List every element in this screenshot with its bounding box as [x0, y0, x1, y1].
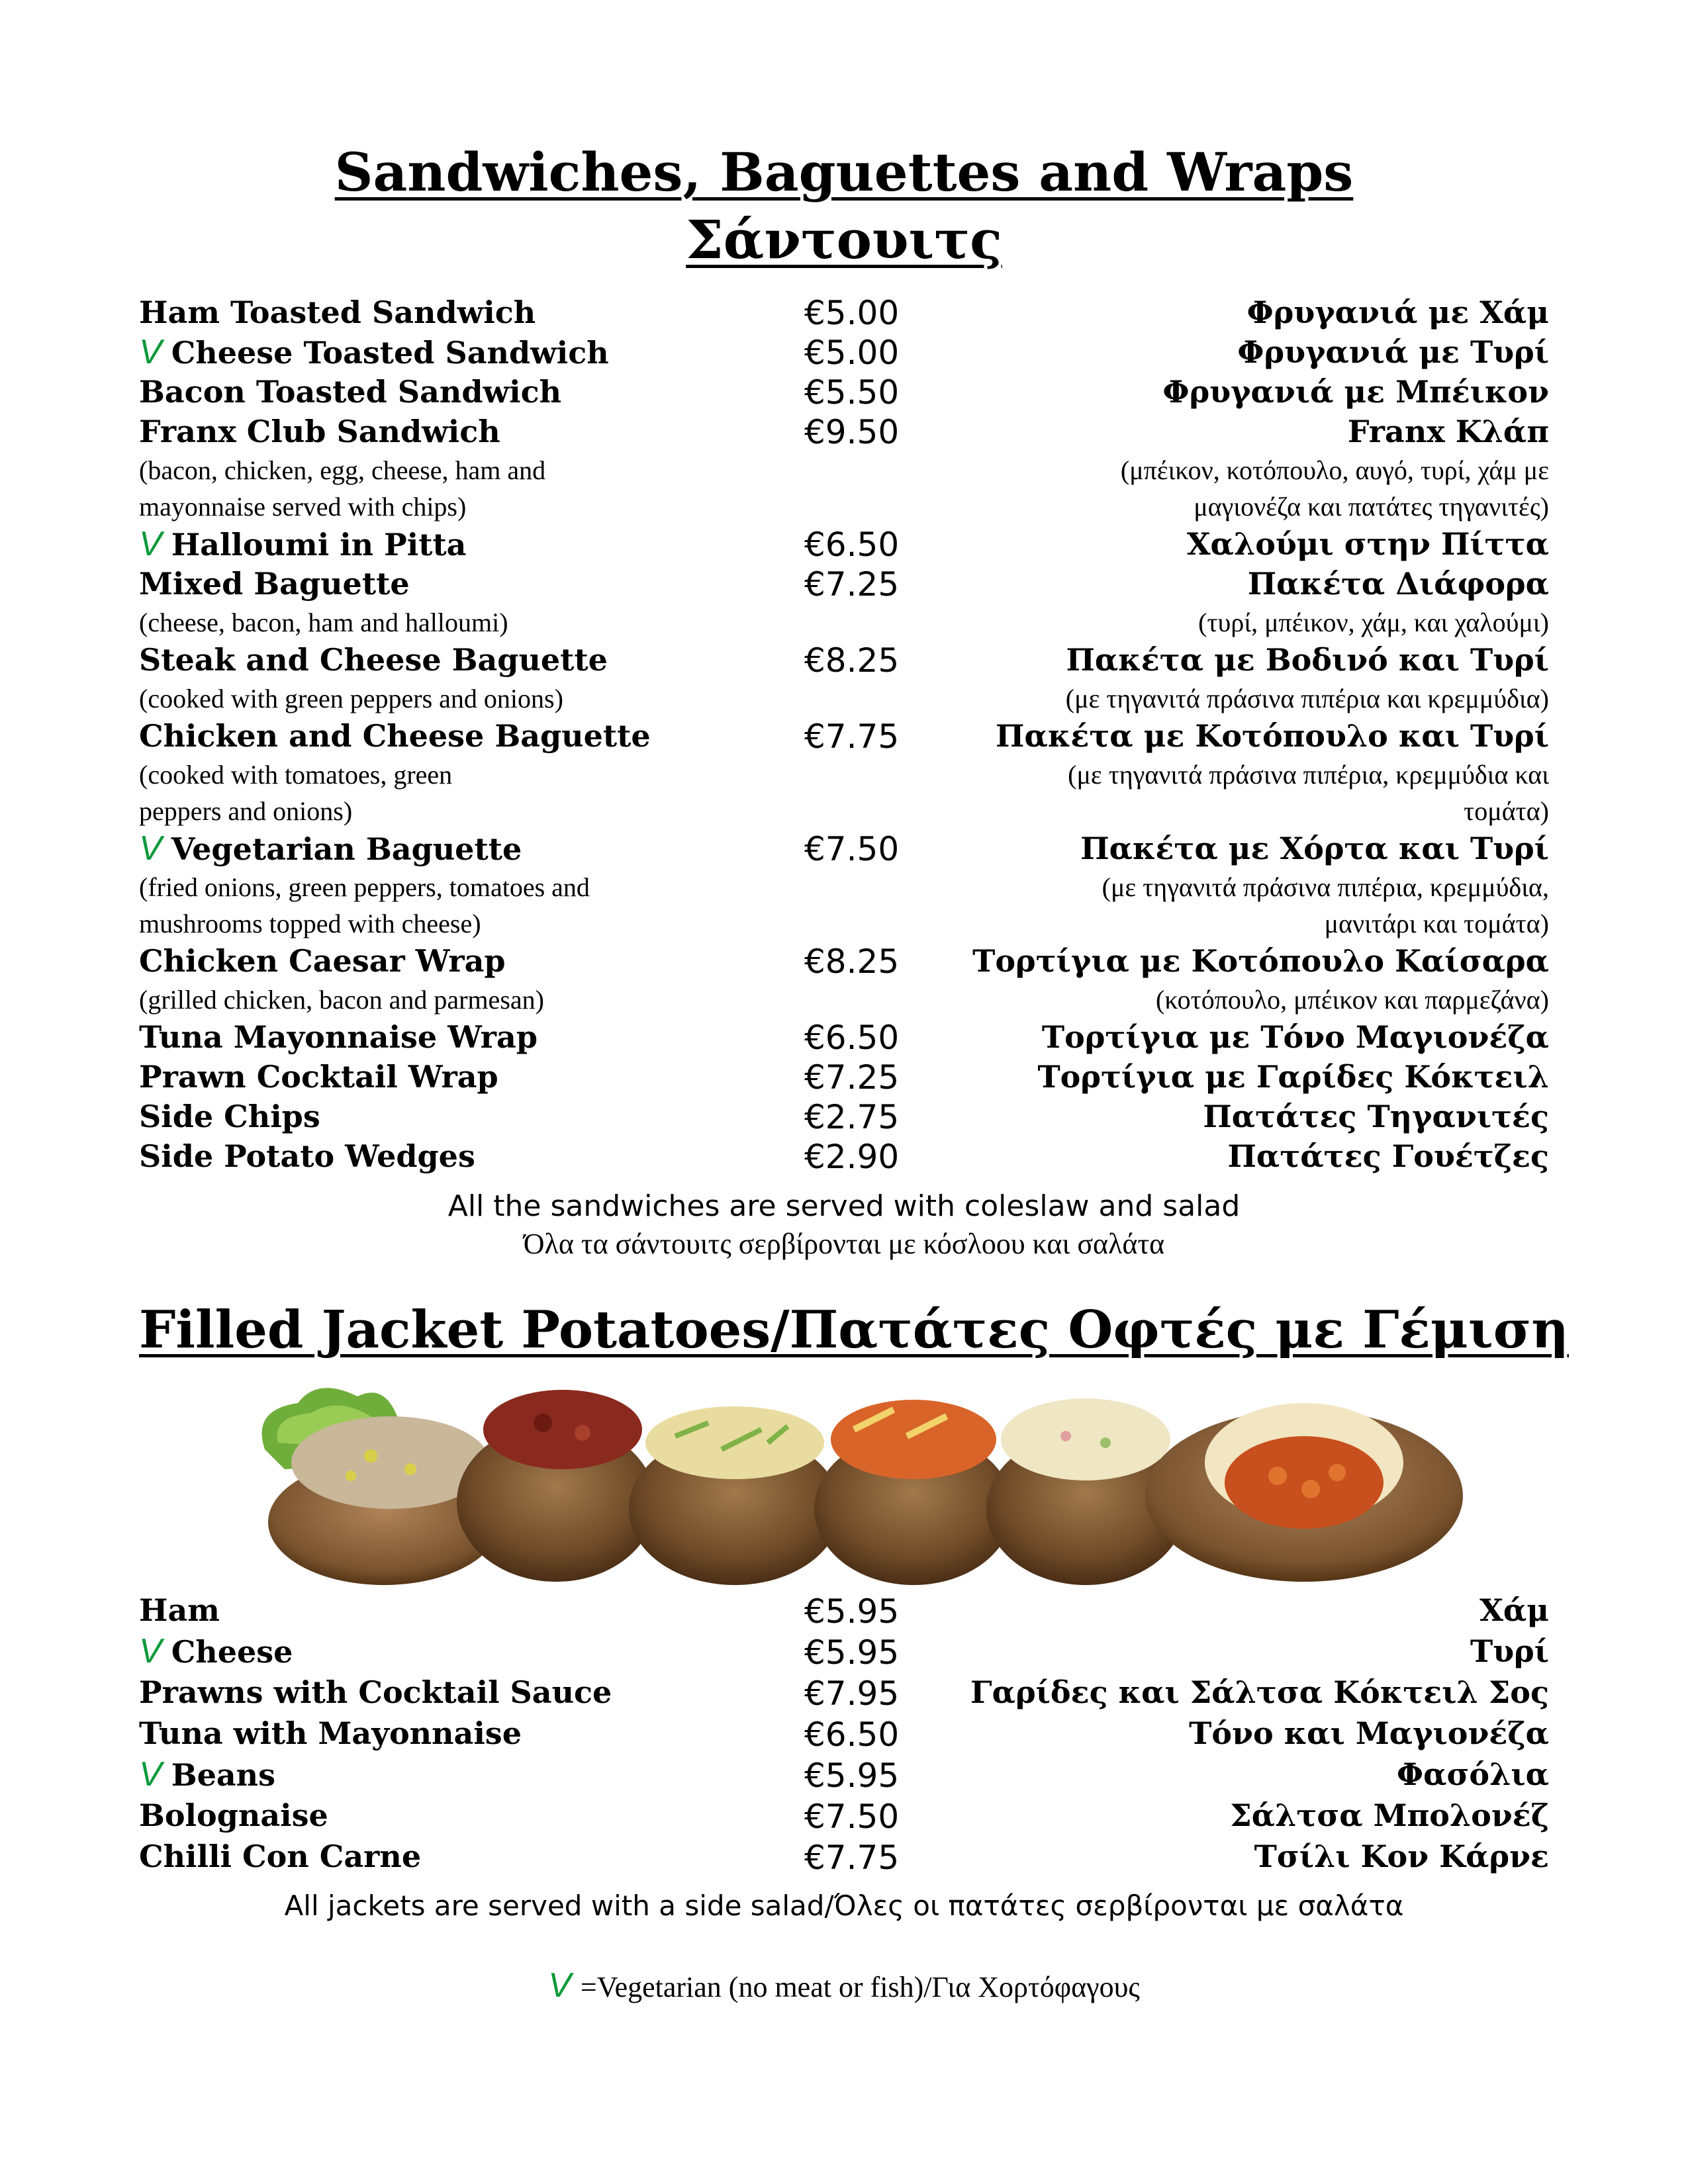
sandwich-item-greek: Χαλούμι στην Πίττα	[1186, 526, 1549, 562]
jacket-item-greek: Γαρίδες και Σάλτσα Κόκτειλ Σος	[970, 1674, 1549, 1710]
description-english: (fried onions, green peppers, tomatoes and	[139, 872, 590, 902]
description-english: peppers and onions)	[139, 796, 353, 826]
sandwich-item-price: €2.90	[804, 1138, 900, 1176]
jacket-item-price: €7.95	[804, 1674, 900, 1713]
sandwich-item-greek: Πακέτα με Βοδινό και Τυρί	[1066, 642, 1549, 678]
description-english: (bacon, chicken, egg, cheese, ham and	[139, 455, 546, 485]
sandwich-item-price: €5.00	[804, 294, 900, 332]
sandwich-item-price: €6.50	[804, 1019, 900, 1057]
jacket-item-price: €6.50	[804, 1715, 900, 1754]
sandwich-item-price: €7.25	[804, 565, 900, 604]
jacket-item-label: Cheese	[171, 1634, 293, 1670]
sandwich-item-greek: Πατάτες Τηγανιτές	[1203, 1099, 1549, 1134]
vegetarian-icon: V	[139, 525, 162, 563]
sandwich-item-price: €5.00	[804, 334, 900, 372]
sandwich-note: All the sandwiches are served with coleslaw and salad	[447, 1189, 1241, 1223]
description-english: mushrooms topped with cheese)	[139, 909, 481, 938]
sandwich-item-name	[139, 717, 651, 755]
vegetarian-icon: V	[139, 333, 162, 371]
sandwich-item-name	[139, 829, 522, 868]
sandwich-item-greek: Φρυγανιά με Μπέικον	[1162, 374, 1549, 410]
vegetarian-icon: V	[139, 829, 162, 868]
menu-title-greek: Σάντουιτς	[686, 208, 1002, 271]
jacket-item-label: Tuna with Mayonnaise	[139, 1715, 522, 1751]
sandwich-item-greek: Φρυγανιά με Τυρί	[1237, 334, 1549, 370]
jacket-item-greek: Τυρί	[1470, 1633, 1549, 1669]
jackets-title: Filled Jacket Potatoes/Πατάτες Οφτές με Γέμιση	[139, 1300, 1569, 1360]
sandwich-item-greek: Πακέτα με Κοτόπουλο και Τυρί	[996, 718, 1549, 754]
description-greek: (με τηγανιτά πράσινα πιπέρια, κρεμμύδια,	[1102, 872, 1549, 902]
sandwich-item-name	[139, 565, 410, 603]
sandwich-note-greek: Όλα τα σάντουιτς σερβίρονται με κόσλοου και σαλάτα	[523, 1228, 1165, 1260]
sandwich-item-name	[139, 373, 561, 411]
sandwich-item-label: Chicken Caesar Wrap	[139, 943, 506, 979]
sandwich-item-greek: Τορτίγια με Γαρίδες Κόκτειλ	[1037, 1059, 1549, 1095]
sandwich-item-price: €7.25	[804, 1058, 900, 1097]
jacket-item-greek: Τόνο και Μαγιονέζα	[1189, 1715, 1549, 1751]
description-english: mayonnaise served with chips)	[139, 492, 467, 522]
sandwich-item-price: €5.50	[804, 373, 900, 412]
sandwich-item-price: €9.50	[804, 413, 900, 451]
sandwich-item-name	[139, 1137, 475, 1175]
jacket-potatoes-image	[245, 1370, 1476, 1588]
sandwich-item-price: €8.25	[804, 942, 900, 981]
jacket-item-label: Bolognaise	[139, 1797, 328, 1833]
vegetarian-legend	[0, 1967, 1688, 2006]
sandwich-item-name	[139, 293, 536, 332]
sandwich-item-greek: Πακέτα με Χόρτα και Τυρί	[1080, 831, 1549, 866]
sandwich-item-name	[139, 1097, 320, 1136]
description-greek: (με τηγανιτά πράσινα πιπέρια, κρεμμύδια και	[1068, 760, 1549, 790]
sandwich-item-name	[139, 641, 608, 679]
sandwich-item-label: Tuna Mayonnaise Wrap	[139, 1019, 538, 1055]
jacket-item-name	[139, 1837, 421, 1876]
jacket-item-name	[139, 1591, 220, 1629]
sandwich-item-greek: Φρυγανιά με Χάμ	[1246, 295, 1549, 330]
jacket-item-name	[139, 1632, 293, 1671]
description-english: (cooked with tomatoes, green	[139, 760, 453, 790]
jacket-item-price: €7.50	[804, 1797, 900, 1836]
sandwich-item-label: Cheese Toasted Sandwich	[171, 335, 609, 371]
sandwich-item-price: €7.50	[804, 830, 900, 868]
description-english: (cooked with green peppers and onions)	[139, 684, 563, 713]
jacket-item-price: €7.75	[804, 1839, 900, 1877]
jackets-note: All jackets are served with a side salad/Όλες οι πατάτες σερβίρονται με σαλάτα	[284, 1889, 1404, 1922]
sandwich-item-greek: Τορτίγια με Τόνο Μαγιονέζα	[1041, 1019, 1549, 1055]
jacket-item-name	[139, 1673, 612, 1711]
description-english: (grilled chicken, bacon and parmesan)	[139, 985, 544, 1015]
sandwich-item-label: Bacon Toasted Sandwich	[139, 374, 562, 410]
sandwich-item-label: Halloumi in Pitta	[171, 527, 467, 563]
sandwich-item-greek: Franx Κλάπ	[1347, 414, 1549, 449]
jacket-item-price: €5.95	[804, 1633, 900, 1672]
jacket-item-price: €5.95	[804, 1592, 900, 1631]
sandwich-item-price: €7.75	[804, 717, 900, 756]
vegetarian-icon: V	[139, 1755, 162, 1794]
jacket-item-greek: Τσίλι Κον Κάρνε	[1254, 1839, 1549, 1874]
sandwich-item-label: Steak and Cheese Baguette	[139, 642, 608, 678]
jacket-item-label: Beans	[171, 1757, 275, 1793]
jacket-item-label: Chilli Con Carne	[139, 1839, 422, 1874]
sandwich-item-label: Vegetarian Baguette	[171, 831, 522, 867]
jacket-item-greek: Χάμ	[1479, 1592, 1549, 1628]
sandwich-item-label: Side Chips	[139, 1099, 320, 1134]
sandwich-item-label: Mixed Baguette	[139, 566, 410, 602]
vegetarian-legend-text: =Vegetarian (no meat or fish)/Για Χορτόφαγους	[580, 1971, 1140, 2003]
jacket-item-name	[139, 1755, 275, 1794]
vegetarian-icon: V	[139, 1632, 162, 1670]
description-greek: μανιτάρι και τομάτα)	[1324, 909, 1549, 938]
sandwich-item-greek: Πακέτα Διάφορα	[1247, 566, 1549, 602]
sandwich-item-label: Side Potato Wedges	[139, 1138, 475, 1174]
description-greek: (κοτόπουλο, μπέικον και παρμεζάνα)	[1156, 985, 1549, 1015]
jacket-item-name	[139, 1714, 522, 1752]
jacket-item-greek: Φασόλια	[1397, 1756, 1549, 1792]
sandwich-item-price: €2.75	[804, 1098, 900, 1136]
description-greek: (τυρί, μπέικον, χάμ, και χαλούμι)	[1198, 608, 1549, 637]
sandwich-item-name	[139, 1058, 498, 1096]
jacket-item-label: Ham	[139, 1592, 220, 1628]
sandwich-item-name	[139, 1018, 538, 1056]
sandwich-item-name	[139, 412, 500, 451]
sandwich-item-label: Prawn Cocktail Wrap	[139, 1059, 498, 1095]
sandwich-item-name	[139, 942, 506, 980]
description-greek: μαγιονέζα και πατάτες τηγανιτές)	[1194, 492, 1549, 522]
sandwich-item-name	[139, 333, 609, 372]
sandwich-item-name	[139, 525, 467, 564]
jacket-item-label: Prawns with Cocktail Sauce	[139, 1674, 612, 1710]
description-greek: τομάτα)	[1464, 796, 1549, 826]
sandwich-item-label: Ham Toasted Sandwich	[139, 295, 536, 330]
sandwich-item-greek: Τορτίγια με Κοτόπουλο Καίσαρα	[972, 943, 1549, 979]
sandwich-item-label: Chicken and Cheese Baguette	[139, 718, 651, 754]
sandwich-item-label: Franx Club Sandwich	[139, 414, 500, 449]
jacket-item-name	[139, 1796, 328, 1835]
sandwich-item-greek: Πατάτες Γουέτζες	[1227, 1138, 1549, 1174]
sandwich-item-price: €8.25	[804, 641, 900, 680]
description-greek: (μπέικον, κοτόπουλο, αυγό, τυρί, χάμ με	[1120, 455, 1549, 485]
description-english: (cheese, bacon, ham and halloumi)	[139, 608, 508, 637]
menu-title: Sandwiches, Baguettes and Wraps	[334, 141, 1354, 203]
sandwich-item-price: €6.50	[804, 525, 900, 564]
jacket-item-greek: Σάλτσα Μπολονέζ	[1230, 1797, 1549, 1833]
vegetarian-icon: V	[548, 1966, 571, 2005]
description-greek: (με τηγανιτά πράσινα πιπέρια και κρεμμύδια)	[1065, 684, 1549, 713]
jacket-item-price: €5.95	[804, 1756, 900, 1795]
